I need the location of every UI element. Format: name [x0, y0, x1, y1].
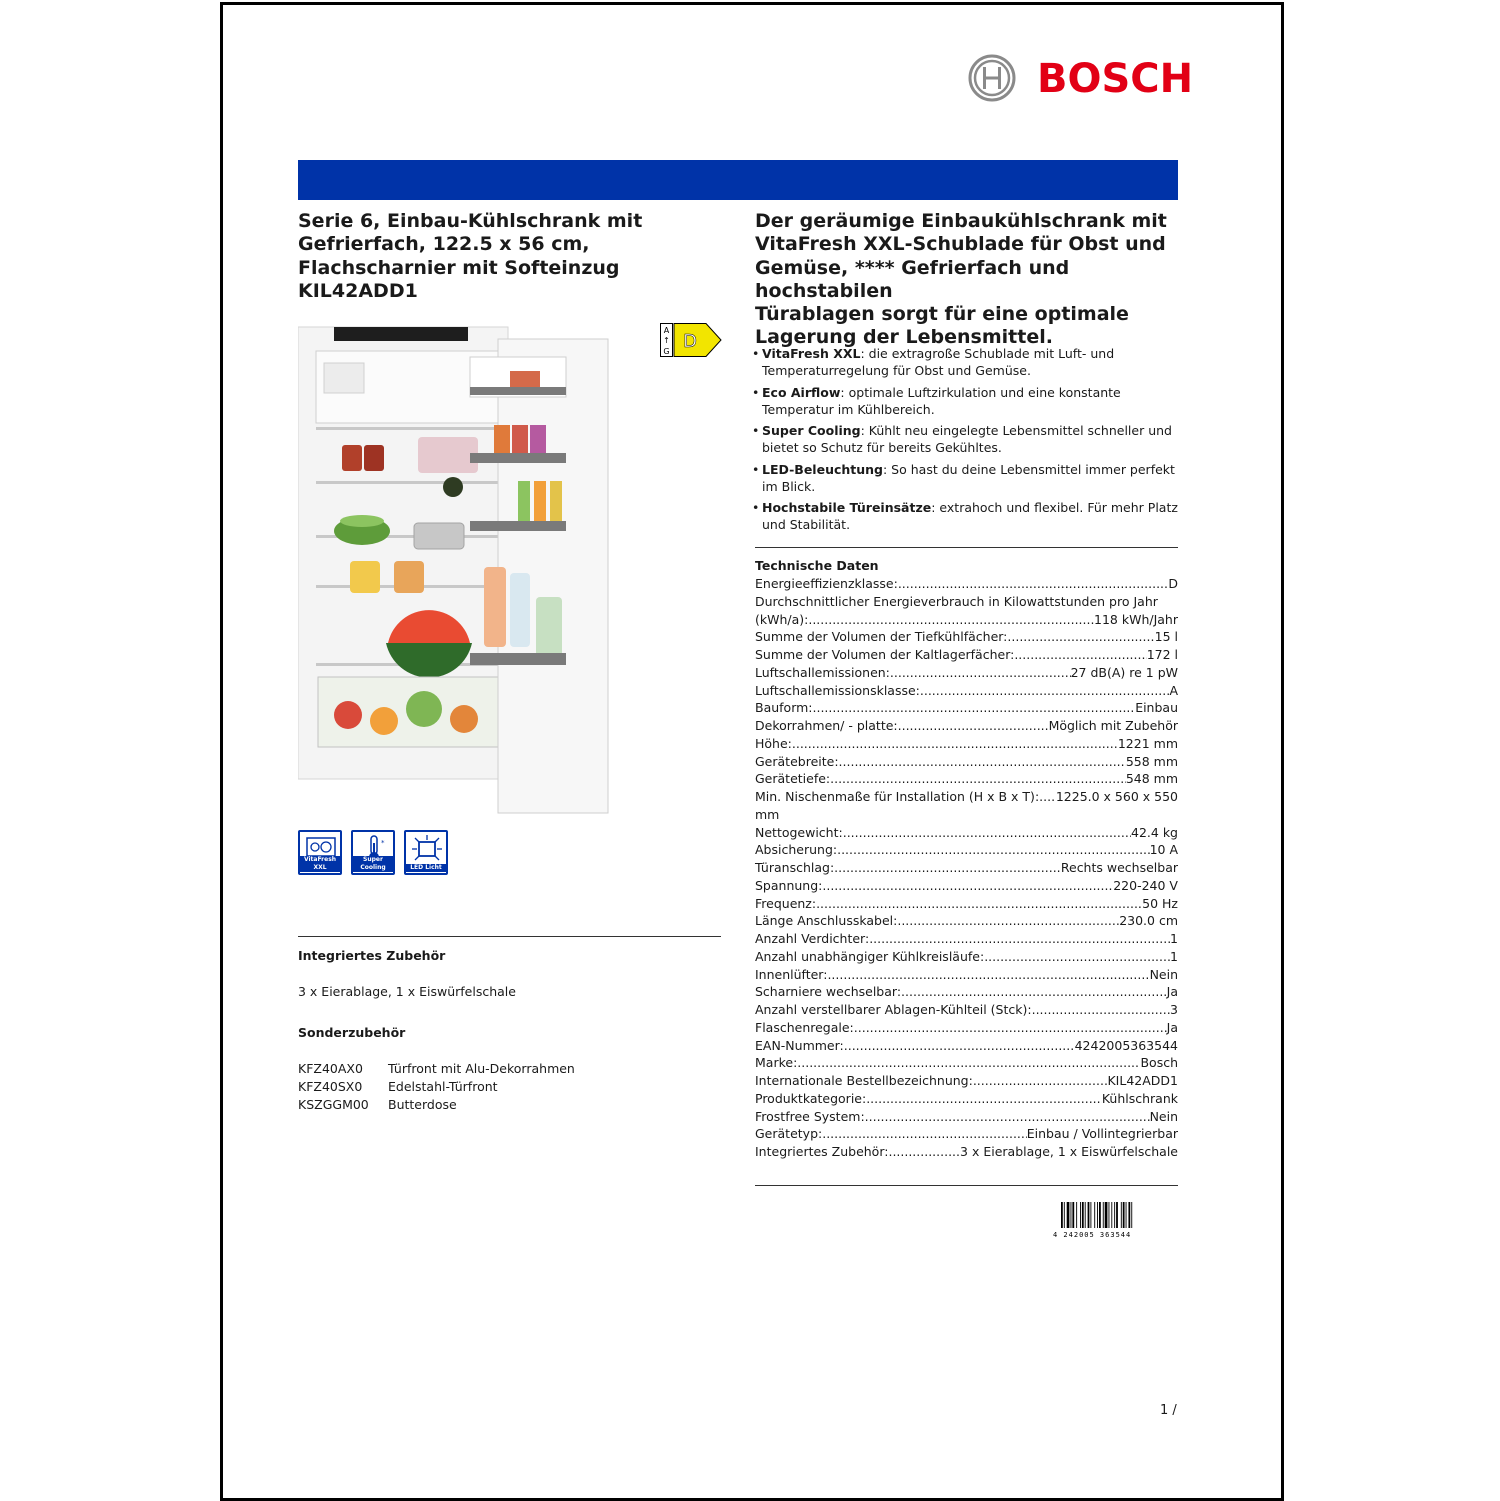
dot-leader [869, 930, 1170, 948]
tech-row [755, 1054, 1178, 1072]
tech-key: Energieeffizienzklasse: [755, 576, 898, 591]
barcode-bar [1085, 1202, 1086, 1228]
divider [298, 936, 721, 937]
energy-scale-top: A [663, 326, 670, 335]
dot-leader [827, 966, 1149, 984]
tech-key: Absicherung: [755, 842, 838, 858]
product-title [298, 210, 718, 303]
tech-key: Integriertes Zubehör: [755, 1144, 889, 1159]
tech-row [755, 1072, 1178, 1090]
tech-value: Nein [1149, 1108, 1178, 1124]
tech-row [755, 699, 1178, 717]
accessory-row: KFZ40AX0 Türfront mit Alu-Dekorrahmen [298, 1061, 575, 1076]
tech-key: Flaschenregale: [755, 1019, 854, 1035]
dot-leader [865, 1108, 1150, 1126]
tech-row [755, 735, 1178, 753]
tech-value: Bosch [1140, 1055, 1178, 1071]
barcode-bar [1061, 1202, 1063, 1228]
barcode-bar [1131, 1202, 1132, 1228]
dot-leader [1014, 646, 1146, 664]
dot-leader [888, 1143, 960, 1161]
tech-row [755, 841, 1178, 859]
tech-row [755, 948, 1178, 966]
dot-leader [1039, 788, 1056, 806]
tech-row [755, 628, 1178, 646]
led-light-icon [404, 830, 448, 875]
tech-key: Min. Nischenmaße für Installation (H x B x T): [755, 789, 1040, 804]
tech-data-title: Technische Daten [755, 558, 879, 573]
product-title-line: Gefrierfach, 122.5 x 56 cm, [298, 233, 590, 256]
page-number: 1 / [1160, 1403, 1177, 1418]
tech-key: Anzahl unabhängiger Kühlkreisläufe: [755, 948, 985, 964]
tech-value: 548 mm [1125, 771, 1178, 787]
tech-key: Länge Anschlusskabel: [755, 913, 898, 929]
tech-row [755, 806, 1178, 824]
barcode-bar [1109, 1202, 1110, 1228]
tech-row [755, 895, 1178, 913]
dot-leader [854, 1019, 1167, 1037]
tech-value: 1221 mm [1117, 735, 1178, 751]
barcode-bar [1094, 1202, 1095, 1228]
tech-key: Gerätetyp: [755, 1126, 823, 1142]
accessory-list [298, 1060, 575, 1114]
barcode-bar [1114, 1202, 1115, 1228]
tech-value: Einbau / Vollintegrierbar [1026, 1126, 1178, 1142]
dot-leader [984, 948, 1170, 966]
header-color-bar [298, 160, 1178, 200]
feature-icon-row [298, 830, 448, 875]
tech-key: Dekorrahmen/ - platte: [755, 718, 898, 733]
tech-key: Innenlüfter: [755, 966, 828, 982]
tech-row [755, 646, 1178, 664]
headline-line: Lagerung der Lebensmittel. [755, 326, 1053, 349]
barcode-bar [1099, 1202, 1101, 1228]
tech-row [755, 966, 1178, 984]
tech-value: 118 kWh/Jahr [1094, 611, 1178, 627]
product-image [298, 323, 610, 815]
tech-value: A [1169, 682, 1178, 698]
tech-key: Luftschallemissionen: [755, 664, 890, 680]
tech-row [755, 930, 1178, 948]
dot-leader [813, 699, 1136, 717]
barcode-bar [1082, 1202, 1084, 1228]
feature-item: • LED-Beleuchtung: So hast du deine Lebensmittel immer perfekt im Blick. [752, 461, 1182, 495]
integrated-accessories-text: 3 x Eierablage, 1 x Eiswürfelschale [298, 984, 516, 999]
barcode-bar [1090, 1202, 1091, 1228]
tech-row [755, 1037, 1178, 1055]
tech-value: 1225.0 x 560 x 550 [1055, 789, 1178, 804]
dot-leader [1032, 1001, 1170, 1019]
accessory-row: KFZ40SX0 Edelstahl-Türfront [298, 1079, 498, 1094]
headline-line: VitaFresh XXL-Schublade für Obst und [755, 233, 1166, 256]
svg-text:↑: ↑ [663, 336, 670, 345]
barcode-bar [1116, 1202, 1118, 1228]
feature-list [752, 345, 1182, 538]
tech-key: Luftschallemissionsklasse: [755, 682, 920, 698]
dot-leader [822, 877, 1113, 895]
brand-logo-text: BOSCH [1037, 56, 1194, 102]
dot-leader [834, 859, 1061, 877]
dot-leader [866, 1090, 1102, 1108]
vitafresh-drawer-icon [298, 830, 342, 875]
divider [755, 1185, 1178, 1186]
barcode-bar [1097, 1202, 1098, 1228]
optional-accessories-title: Sonderzubehör [298, 1025, 406, 1040]
tech-key: Frequenz: [755, 895, 817, 911]
dot-leader [822, 1125, 1027, 1143]
tech-key: Scharniere wechselbar: [755, 984, 902, 1000]
product-title-line: Flachscharnier mit Softeinzug [298, 256, 620, 279]
tech-row [755, 1125, 1178, 1143]
tech-row [755, 1143, 1178, 1161]
dot-leader [830, 770, 1126, 788]
tech-value: 3 x Eierablage, 1 x Eiswürfelschale [960, 1144, 1178, 1159]
tech-value: 1 [1170, 948, 1178, 964]
tech-key: Spannung: [755, 877, 823, 893]
tech-row [755, 682, 1178, 700]
tech-key: Summe der Volumen der Tiefkühlfächer: [755, 629, 1008, 645]
feature-item: • Hochstabile Türeinsätze: extrahoch und flexibel. Für mehr Platz und Stabilität. [752, 499, 1182, 533]
tech-row [755, 788, 1178, 806]
tech-row [755, 1001, 1178, 1019]
dot-leader [816, 895, 1142, 913]
energy-scale-bottom: G [663, 347, 670, 356]
tech-value: 220-240 V [1113, 877, 1178, 893]
dot-leader [808, 611, 1094, 629]
dot-leader [901, 983, 1167, 1001]
tech-value: 15 l [1154, 629, 1178, 645]
tech-value: Nein [1149, 966, 1178, 982]
tech-key: Frostfree System: [755, 1108, 865, 1124]
tech-value: 230.0 cm [1119, 913, 1178, 929]
tech-value: Ja [1166, 1019, 1178, 1035]
tech-value: Einbau [1135, 700, 1178, 716]
tech-row [755, 770, 1178, 788]
tech-key: Nettogewicht: [755, 824, 843, 840]
dot-leader [844, 1037, 1075, 1055]
tech-key: Höhe: [755, 735, 792, 751]
barcode-bar [1080, 1202, 1081, 1228]
energy-label-badge [660, 323, 722, 357]
feature-item: • Eco Airflow: optimale Luftzirkulation und eine konstante Temperatur im Kühlbereich. [752, 384, 1182, 418]
tech-row [755, 1090, 1178, 1108]
tech-value: Kühlschrank [1101, 1090, 1178, 1106]
tech-key: Produktkategorie: [755, 1090, 867, 1106]
tech-value: 558 mm [1125, 753, 1178, 769]
tech-row [755, 575, 1178, 593]
tech-key: Marke: [755, 1055, 798, 1071]
tech-row [755, 859, 1178, 877]
tech-row [755, 824, 1178, 842]
tech-row [755, 1019, 1178, 1037]
icon-label: Super Cooling [353, 856, 393, 872]
dot-leader [843, 824, 1131, 842]
product-headline [755, 210, 1185, 350]
barcode-bar [1126, 1202, 1127, 1228]
tech-value: 27 dB(A) re 1 pW [1070, 664, 1178, 680]
dot-leader [897, 912, 1119, 930]
dot-leader [973, 1072, 1108, 1090]
dot-leader [839, 753, 1126, 771]
tech-key: Bauform: [755, 700, 813, 716]
tech-value: Rechts wechselbar [1060, 860, 1178, 875]
dot-leader [920, 682, 1170, 700]
barcode-bar [1067, 1202, 1070, 1228]
tech-row [755, 753, 1178, 771]
headline-line: Der geräumige Einbaukühlschrank mit [755, 210, 1167, 232]
dot-leader [792, 735, 1118, 753]
tech-key: Internationale Bestellbezeichnung: [755, 1073, 973, 1088]
ean-barcode [1053, 1200, 1169, 1240]
tech-key: mm [755, 806, 780, 822]
barcode-number: 4 242005 363544 [1053, 1231, 1132, 1239]
tech-row [755, 912, 1178, 930]
tech-row [755, 611, 1178, 629]
tech-value: D [1168, 576, 1178, 591]
icon-label: VitaFresh XXL [300, 856, 340, 872]
tech-row [755, 664, 1178, 682]
tech-key: Durchschnittlicher Energieverbrauch in Kilowattstunden pro Jahr [755, 593, 1158, 609]
barcode-bar [1123, 1202, 1125, 1228]
energy-class: D [683, 331, 697, 352]
barcode-bar [1121, 1202, 1122, 1228]
barcode-bar [1103, 1202, 1104, 1228]
tech-data-table [755, 575, 1178, 1161]
headline-line: Türablagen sorgt für eine optimale [755, 303, 1129, 326]
tech-value: 3 [1170, 1002, 1178, 1017]
icon-label: LED Licht [406, 864, 446, 872]
tech-row [755, 983, 1178, 1001]
tech-value: Ja [1166, 984, 1178, 1000]
tech-key: Anzahl Verdichter: [755, 931, 870, 946]
dot-leader [797, 1054, 1140, 1072]
tech-value: 50 Hz [1142, 895, 1178, 911]
dot-leader [890, 664, 1071, 682]
tech-key: Gerätebreite: [755, 753, 839, 769]
svg-text:*: * [381, 839, 385, 847]
tech-key: Türanschlag: [755, 860, 835, 875]
headline-line: Gemüse, **** Gefrierfach und hochstabilen [755, 256, 1070, 302]
tech-value: KIL42ADD1 [1107, 1073, 1178, 1088]
tech-key: EAN-Nummer: [755, 1037, 844, 1053]
dot-leader [837, 841, 1149, 859]
feature-item: • VitaFresh XXL: die extragroße Schublade mit Luft- und Temperaturregelung für Obst und Gemüse. [752, 345, 1182, 379]
barcode-bar [1111, 1202, 1112, 1228]
integrated-accessories-title: Integriertes Zubehör [298, 948, 446, 963]
tech-key: Summe der Volumen der Kaltlagerfächer: [755, 647, 1015, 662]
tech-key: Gerätetiefe: [755, 771, 831, 787]
dot-leader [898, 717, 1049, 735]
tech-value: 10 A [1149, 842, 1178, 858]
tech-value: 4242005363544 [1074, 1037, 1178, 1053]
tech-row [755, 717, 1178, 735]
feature-item: • Super Cooling: Kühlt neu eingelegte Lebensmittel schneller und bietet so Schutz für bereits Gekühltes. [752, 422, 1182, 456]
tech-value: 42.4 kg [1131, 824, 1178, 840]
barcode-bar [1072, 1202, 1074, 1228]
barcode-bar [1071, 1202, 1072, 1228]
dot-leader [1007, 628, 1154, 646]
barcode-bar [1064, 1202, 1065, 1228]
product-title-line: Serie 6, Einbau-Kühlschrank mit [298, 210, 643, 232]
tech-key: Anzahl verstellbarer Ablagen-Kühlteil (Stck): [755, 1002, 1032, 1017]
accessory-row: KSZGGM00 Butterdose [298, 1097, 457, 1112]
tech-value: 1 [1170, 931, 1178, 946]
barcode-bar [1128, 1202, 1130, 1228]
super-cooling-thermometer-icon [351, 830, 395, 875]
tech-row [755, 593, 1178, 611]
tech-value: Möglich mit Zubehör [1048, 718, 1178, 733]
tech-value: 172 l [1146, 647, 1178, 662]
divider [755, 547, 1178, 548]
barcode-bar [1076, 1202, 1077, 1228]
tech-row [755, 877, 1178, 895]
dot-leader [898, 575, 1169, 593]
tech-row [755, 1108, 1178, 1126]
barcode-bar [1088, 1202, 1090, 1228]
barcode-bar [1105, 1202, 1108, 1228]
product-model: KIL42ADD1 [298, 279, 418, 302]
tech-key: (kWh/a): [755, 611, 809, 627]
